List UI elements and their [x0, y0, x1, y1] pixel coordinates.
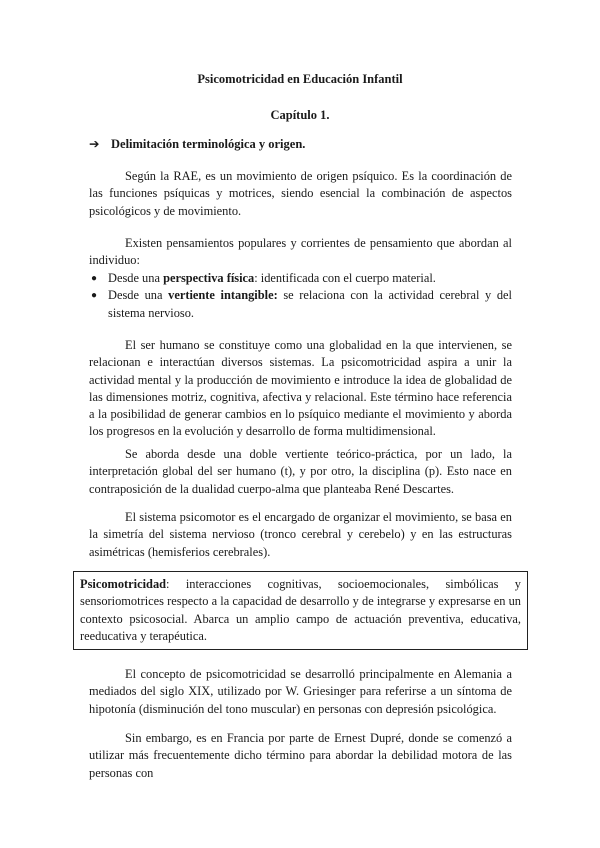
bullet-term: perspectiva física	[163, 271, 255, 285]
chapter-heading: Capítulo 1.	[270, 108, 330, 122]
paragraph-rae: Según la RAE, es un movimiento de origen psíquico. Es la coordinación de las funciones psíquicas y motrices, siendo esencial la combinación de aspectos psicológicos y de movimiento.	[89, 169, 512, 218]
definition-text: : interacciones cognitivas, socioemocionales, simbólicas y sensoriomotrices respecto a la capacidad de desarrollo y de integrarse y expresarse en un contexto psicosocial. Abarca un amplio campo de actuación preventiva, educativa, reeducativa y terapéutica.	[80, 577, 521, 643]
bullet-list	[89, 270, 512, 322]
section-heading-label: Delimitación terminológica y origen.	[111, 137, 306, 151]
bullet-term: vertiente intangible:	[168, 288, 278, 303]
bullet-icon: ●	[91, 273, 98, 284]
list-item: ● Desde una perspectiva física: identificada con el cuerpo material.	[89, 270, 512, 287]
section-heading	[89, 136, 305, 152]
paragraph-vertiente: Se aborda desde una doble vertiente teórico-práctica, por un lado, la interpretación global del ser humano (t), y por otro, la disciplina (p). Esto nace en contraposición de la dualidad cuerpo-alma que planteaba René Descartes.	[89, 447, 512, 496]
definition-term: Psicomotricidad	[80, 577, 167, 591]
paragraph-francia: Sin embargo, es en Francia por parte de Ernest Dupré, donde se comenzó a utilizar más frecuentemente dicho término para abordar la debilidad motora de las personas con	[89, 731, 512, 780]
paragraph-pensamientos: Existen pensamientos populares y corrientes de pensamiento que abordan al individuo:	[89, 236, 512, 268]
definition-box	[73, 571, 528, 650]
paragraph-globalidad: El ser humano se constituye como una globalidad en la que intervienen, se relacionan e interactúan diversos sistemas. La psicomotricidad aspira a unir la actividad mental y la producción de movimiento e introduce la idea de globalidad de las dimensiones motriz, cognitiva, afectiva y relacional. Este término hace referencia a la posibilidad de generar cambios en lo psíquico mediante el movimiento y aborda los progresos en la evolución y desarrollo de forma multidimensional.	[89, 338, 512, 439]
paragraph-sistema-psicomotor: El sistema psicomotor es el encargado de organizar el movimiento, se basa en la simetría del sistema nervioso (tronco cerebral y cerebelo) y en las estructuras asimétricas (hemisferios cerebrales).	[89, 510, 512, 559]
arrow-right-icon: ➔	[89, 137, 100, 151]
paragraph-concepto: El concepto de psicomotricidad se desarrolló principalmente en Alemania a mediados del siglo XIX, utilizado por W. Griesinger para referirse a un síntoma de hipotonía (disminución del tono muscular) en personas con depresión psicológica.	[89, 667, 512, 716]
list-item: ● Desde una vertiente intangible: se relaciona con la actividad cerebral y del sistema nervioso.	[91, 288, 512, 320]
document-title: Psicomotricidad en Educación Infantil	[197, 72, 403, 86]
bullet-icon: ●	[91, 290, 98, 302]
